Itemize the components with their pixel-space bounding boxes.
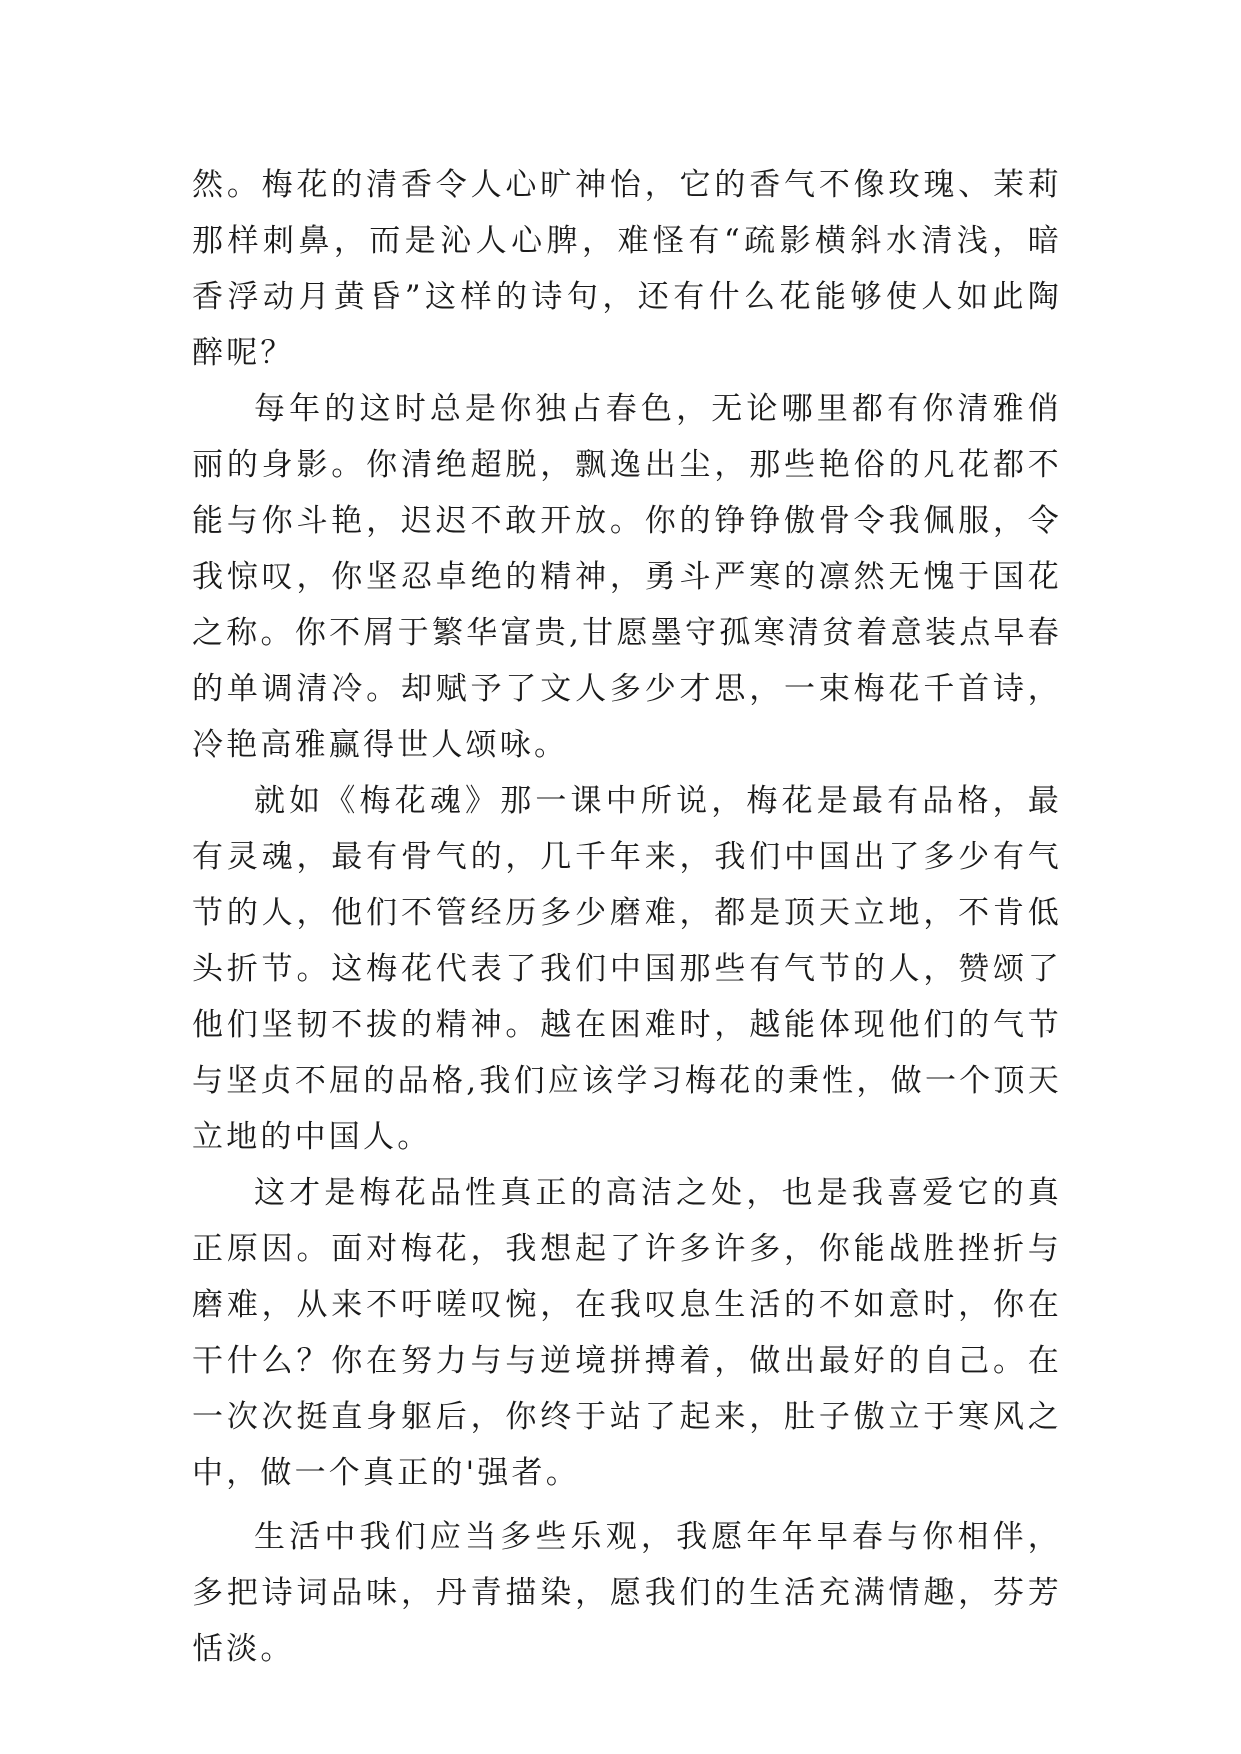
paragraph-4: 这才是梅花品性真正的高洁之处，也是我喜爱它的真正原因。面对梅花，我想起了许多许多，你能战胜挫折与磨难，从来不吁嗟叹惋，在我叹息生活的不如意时，你在干什么？你在努力与与逆境拼搏着，做出最好的自己。在一次次挺直身躯后，你终于站了起来，肚子傲立于寒风之中，做一个真正的'强者。	[192, 1175, 1062, 1491]
paragraph-continued: 然。梅花的清香令人心旷神怡，它的香气不像玫瑰、茉莉那样刺鼻，而是沁人心脾，难怪有“疏影横斜水清浅，暗香浮动月黄昏”这样的诗句，还有什么花能够使人如此陶醉呢？	[192, 167, 1062, 371]
essay-body	[192, 157, 1062, 1677]
paragraph-2: 每年的这时总是你独占春色，无论哪里都有你清雅俏丽的身影。你清绝超脱，飘逸出尘，那些艳俗的凡花都不能与你斗艳，迟迟不敢开放。你的铮铮傲骨令我佩服，令我惊叹，你坚忍卓绝的精神，勇斗严寒的凛然无愧于国花之称。你不屑于繁华富贵,甘愿墨守孤寒清贫着意装点早春的单调清冷。却赋予了文人多少才思，一束梅花千首诗，冷艳高雅赢得世人颂咏。	[192, 391, 1062, 763]
paragraph-5: 生活中我们应当多些乐观，我愿年年早春与你相伴，多把诗词品味，丹青描染，愿我们的生活充满情趣，芬芳恬淡。	[192, 1519, 1062, 1667]
paragraph-3: 就如《梅花魂》那一课中所说，梅花是最有品格，最有灵魂，最有骨气的，几千年来，我们中国出了多少有气节的人，他们不管经历多少磨难，都是顶天立地，不肯低头折节。这梅花代表了我们中国那些有气节的人，赞颂了他们坚韧不拔的精神。越在困难时，越能体现他们的气节与坚贞不屈的品格,我们应该学习梅花的秉性，做一个顶天立地的中国人。	[192, 783, 1062, 1155]
